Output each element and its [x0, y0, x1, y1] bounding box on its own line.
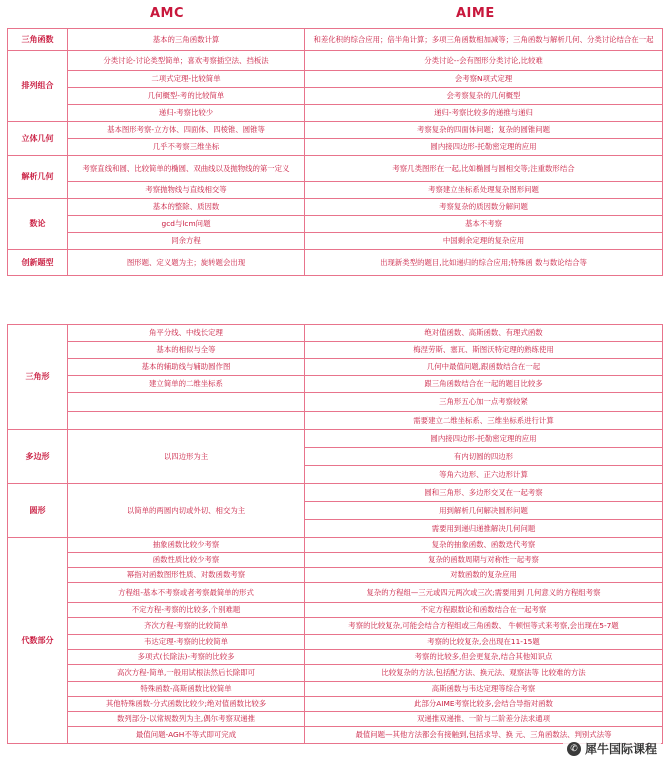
amc-cell: 角平分线、中线长定理	[68, 325, 305, 342]
table-row	[8, 603, 663, 618]
table-row	[8, 325, 663, 342]
aime-cell: 需要建立二维坐标系、三维坐标系进行计算	[305, 412, 663, 430]
amc-cell: 基本的整除、质因数	[68, 199, 305, 216]
aime-cell: 考察的比较多,但会更复杂,结合其他知识点	[305, 650, 663, 665]
aime-cell: 不定方程跟数论和函数结合在一起考察	[305, 603, 663, 618]
amc-cell: 几何概型-考的比较简单	[68, 88, 305, 105]
table-row	[8, 712, 663, 727]
amc-cell: 不定方程-考察的比较多,个别难题	[68, 603, 305, 618]
table-row	[8, 682, 663, 697]
amc-cell: 二项式定理-比较简单	[68, 71, 305, 88]
column-header-aime: AIME	[456, 6, 495, 21]
aime-cell: 高斯函数与韦达定理等综合考察	[305, 682, 663, 697]
aime-cell: 会考察N项式定理	[305, 71, 663, 88]
aime-cell: 对数函数的复杂应用	[305, 568, 663, 583]
table-row	[8, 71, 663, 88]
aime-cell: 此部分AIME考察比较多,会结合导指对函数	[305, 697, 663, 712]
aime-cell: 最值问题—其他方法都会有接触到,包括求导、换 元、三角函数法、判别式法等	[305, 727, 663, 744]
table-row	[8, 430, 663, 448]
amc-cell: 同余方程	[68, 233, 305, 250]
amc-cell: 考察抛物线与直线相交等	[68, 182, 305, 199]
table-row	[8, 216, 663, 233]
table-row	[8, 51, 663, 71]
table-row	[8, 583, 663, 603]
aime-cell: 复杂的函数周期与对称性一起考察	[305, 553, 663, 568]
amc-cell	[68, 412, 305, 430]
aime-cell: 几何中最值问题,跟函数结合在一起	[305, 359, 663, 376]
amc-cell: 函数性质比较少考察	[68, 553, 305, 568]
table-row	[8, 233, 663, 250]
table-row	[8, 122, 663, 139]
category-label: 三角函数	[8, 29, 68, 51]
amc-cell: 方程组-基本不考察或者考察最简单的形式	[68, 583, 305, 603]
amc-cell: 递归-考察比较少	[68, 105, 305, 122]
table-row	[8, 618, 663, 635]
table-row	[8, 156, 663, 182]
aime-cell: 比较复杂的方法,包括配方法、换元法、观察法等 比较难的方法	[305, 665, 663, 682]
table-row	[8, 199, 663, 216]
amc-cell: 其他特殊函数-分式函数比较少;绝对值函数比较多	[68, 697, 305, 712]
table-row	[8, 105, 663, 122]
aime-cell: 复杂的抽象函数、函数迭代考察	[305, 538, 663, 553]
amc-cell: 抽象函数比较少考察	[68, 538, 305, 553]
aime-cell: 基本不考察	[305, 216, 663, 233]
table-row	[8, 553, 663, 568]
aime-cell: 复杂的方程组—三元或四元两次或三次;需要用到 几何意义的方程组考察	[305, 583, 663, 603]
aime-cell: 双递推双递推、一阶与二阶差分法求通项	[305, 712, 663, 727]
aime-cell: 中国剩余定理的复杂应用	[305, 233, 663, 250]
aime-cell: 需要用到递归递推解决几何问题	[305, 520, 663, 538]
table-row	[8, 538, 663, 553]
aime-cell: 梅涅劳斯、塞瓦、斯图沃特定理的熟练使用	[305, 342, 663, 359]
amc-cell: 以简单的两圆内切或外切、相交为主	[68, 484, 305, 538]
table-row	[8, 697, 663, 712]
category-label: 创新题型	[8, 250, 68, 276]
amc-cell: 分类讨论-讨论类型简单；喜欢考察插空法、挡板法	[68, 51, 305, 71]
category-label: 三角形	[8, 325, 68, 430]
amc-cell: gcd与lcm问题	[68, 216, 305, 233]
aime-cell: 出现新类型的题目,比如递归的综合应用;特殊函 数与数论结合等	[305, 250, 663, 276]
amc-cell: 基本的相似与全等	[68, 342, 305, 359]
table-row	[8, 29, 663, 51]
table-row	[8, 393, 663, 412]
aime-cell: 圆和三角形、多边形交叉在一起考察	[305, 484, 663, 502]
aime-cell: 跟三角函数结合在一起的题目比较多	[305, 376, 663, 393]
aime-cell: 考察的比较复杂,可能会结合方程组或三角函数、 牛顿恒等式来考察,会出现在5-7题	[305, 618, 663, 635]
table-row	[8, 182, 663, 199]
aime-cell: 圆内接四边形-托勒密定理的应用	[305, 430, 663, 448]
amc-cell: 最值问题-AGH不等式即可完成	[68, 727, 305, 744]
aime-cell: 考察几类图形在一起,比如椭圆与圆相交等;注重数形结合	[305, 156, 663, 182]
table-row	[8, 635, 663, 650]
table-row	[8, 359, 663, 376]
amc-cell: 齐次方程-考察的比较简单	[68, 618, 305, 635]
table-row	[8, 250, 663, 276]
aime-cell: 和差化积的综合应用；倍半角计算；多项三角函数相加减等；三角函数与解析几何、分类讨论结合在一起	[305, 29, 663, 51]
category-label: 解析几何	[8, 156, 68, 199]
amc-cell: 几乎不考察三维坐标	[68, 139, 305, 156]
amc-cell: 高次方程-简单,一般用试根法然后长除即可	[68, 665, 305, 682]
aime-cell: 递归-考察比较多的递推与递归	[305, 105, 663, 122]
comparison-table-1	[7, 28, 663, 276]
amc-cell: 基本的三角函数计算	[68, 29, 305, 51]
aime-cell: 等角六边形、正六边形计算	[305, 466, 663, 484]
table-row	[8, 376, 663, 393]
aime-cell: 绝对值函数、高斯函数、有理式函数	[305, 325, 663, 342]
table-row	[8, 484, 663, 502]
aime-cell: 分类讨论--会有图形分类讨论,比较难	[305, 51, 663, 71]
category-label: 立体几何	[8, 122, 68, 156]
amc-cell: 数列部分-以常规数列为主,偶尔考察双递推	[68, 712, 305, 727]
aime-cell: 三角形五心加一点考察较紧	[305, 393, 663, 412]
table-row	[8, 412, 663, 430]
amc-cell: 基本图形考察-立方体、四面体、四棱锥、圆锥等	[68, 122, 305, 139]
amc-cell: 韦达定理-考察的比较简单	[68, 635, 305, 650]
table-header	[0, 0, 669, 28]
aime-cell: 考察建立坐标系处理复杂图形问题	[305, 182, 663, 199]
aime-cell: 考察的比较复杂,会出现在11-15题	[305, 635, 663, 650]
amc-cell: 图形题、定义题为主；旋转题会出现	[68, 250, 305, 276]
table-row	[8, 342, 663, 359]
category-label: 多边形	[8, 430, 68, 484]
watermark-text: 犀牛国际课程	[584, 742, 657, 756]
table-row	[8, 139, 663, 156]
category-label: 排列组合	[8, 51, 68, 122]
watermark	[563, 739, 661, 758]
aime-cell: 考察复杂的质因数分解问题	[305, 199, 663, 216]
category-label: 圆形	[8, 484, 68, 538]
comparison-table-2	[7, 324, 663, 744]
amc-cell: 考察直线和圆、比较简单的椭圆、双曲线以及抛物线的第一定义	[68, 156, 305, 182]
table-row	[8, 665, 663, 682]
table-row	[8, 568, 663, 583]
wechat-icon: ✆	[567, 742, 581, 756]
aime-cell: 用到解析几何解决圆形问题	[305, 502, 663, 520]
category-label: 数论	[8, 199, 68, 250]
table-row	[8, 650, 663, 665]
amc-cell: 以四边形为主	[68, 430, 305, 484]
amc-cell: 幂指对函数图形性质、对数函数考察	[68, 568, 305, 583]
amc-cell: 多项式(长除法)-考察的比较多	[68, 650, 305, 665]
amc-cell: 建立简单的二维坐标系	[68, 376, 305, 393]
aime-cell: 圆内接四边形-托勒密定理的应用	[305, 139, 663, 156]
category-label: 代数部分	[8, 538, 68, 744]
amc-cell: 特殊函数-高斯函数比较简单	[68, 682, 305, 697]
aime-cell: 考察复杂的四面体问题；复杂的圆锥问题	[305, 122, 663, 139]
aime-cell: 会考察复杂的几何概型	[305, 88, 663, 105]
aime-cell: 有内切圆的四边形	[305, 448, 663, 466]
amc-cell: 基本的辅助线与辅助圆作图	[68, 359, 305, 376]
column-header-amc: AMC	[150, 6, 185, 21]
table-row	[8, 88, 663, 105]
amc-cell	[68, 393, 305, 412]
